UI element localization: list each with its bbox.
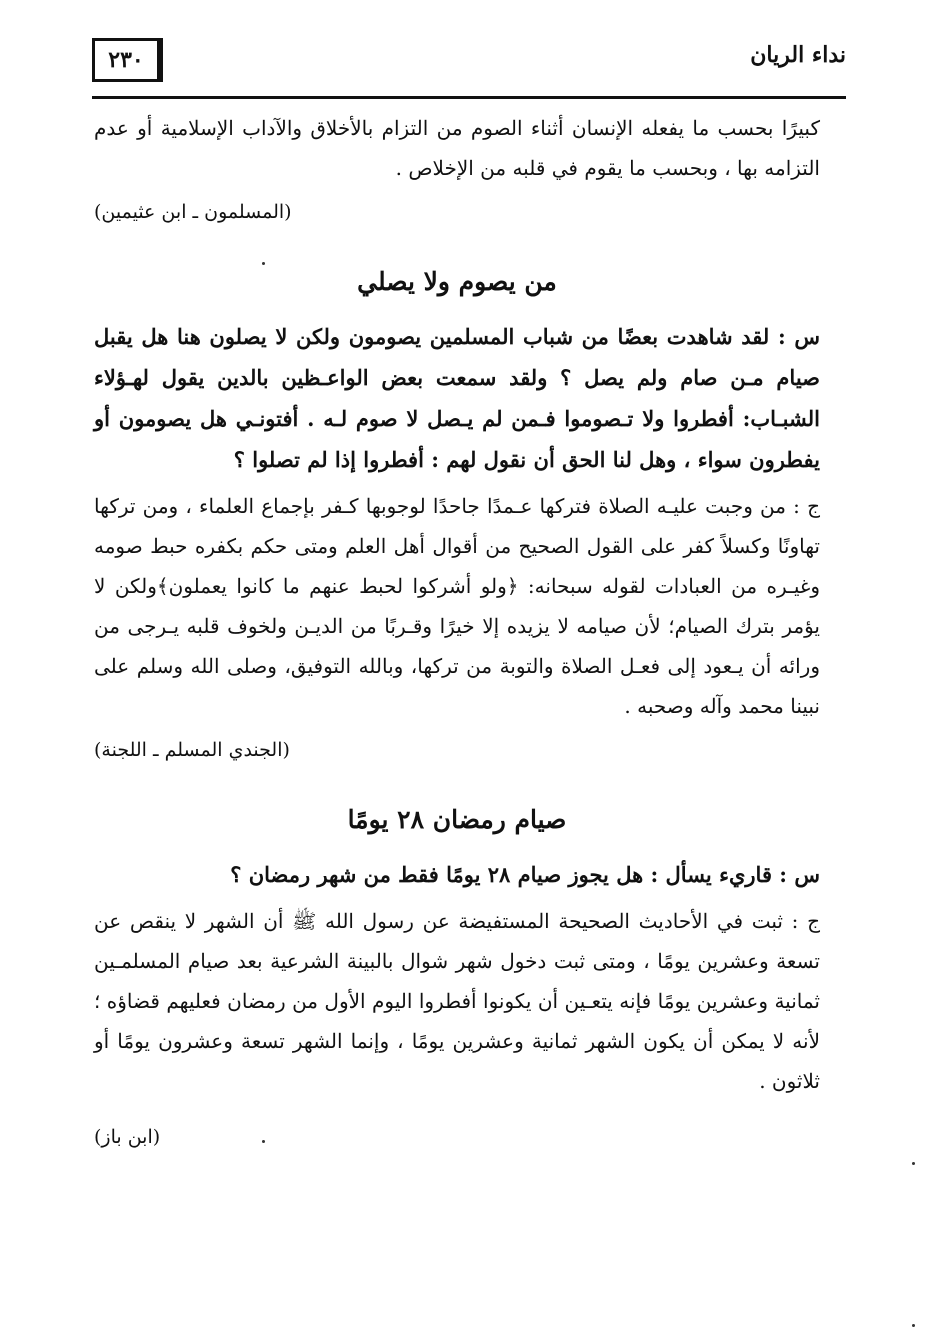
- answer-paragraph: ج : ثبت في الأحاديث الصحيحة المستفيضة عن رسول الله ﷺ أن الشهر لا ينقص عن تسعة وعشرين يومًا ، ومتى ثبت دخول شهر شوال بالبينة الشرعية بعد صيام المسلمـين ثمانية وعشرين يومًا فإنه يتعـين أن يكونوا أفطروا اليوم الأول من رمضان فعليهم قضاؤه ؛ لأنه لا يمكن أن يكون الشهر ثمانية وعشرين يومًا ، وإنما الشهر تسعة وعشرون يومًا أو ثلاثون .: [94, 909, 820, 1093]
- question-paragraph: س : قاريء يسأل : هل يجوز صيام ٢٨ يومًا فقط من شهر رمضان ؟: [230, 862, 820, 887]
- question-paragraph: س : لقد شاهدت بعضًا من شباب المسلمين يصومون ولكن لا يصلون هنا هل يقبل صيام مـن صام ولم يصل ؟ ولقد سمعت بعض الواعـظين بالدين يقول لهـؤلاء الشبـاب: أفطروا ولا تـصوموا فـمن لم يـصل لا صوم لـه . أفتونـي هل يصومون أو يفطرون سواء ، وهل لنا الحق أن نقول لهم : أفطروا إذا لم تصلوا ؟: [94, 324, 820, 472]
- page-body: [94, 108, 820, 1155]
- running-title: نداء الريان: [750, 42, 846, 68]
- section-heading: صيام رمضان ٢٨ يومًا: [347, 805, 567, 834]
- header-divider: [92, 96, 846, 99]
- continued-paragraph: كبيرًا بحسب ما يفعله الإنسان أثناء الصوم من التزام بالأخلاق والآداب الإسلامية أو عدم التزامه بها ، وبحسب ما يقوم في قلبه من الإخلاص .: [94, 116, 820, 180]
- answer-paragraph: ج : من وجبت عليـه الصلاة فتركها عـمدًا جاحدًا لوجوبها كـفر بإجماع العلماء ، ومن تركها تهاونًا وكسلاً كفر على القول الصحيح من أقوال أهل العلم ومتى حكم بكفره حبط صومه وغيـره من العبادات لقوله سبحانه: ﴿ولو أشركوا لحبط عنهم ما كانوا يعملون﴾ولكن لا يؤمر بترك الصيام؛ لأن صيامه لا يزيده إلا خيرًا وقـربًا من الديـن ولخوف قلبه يـرجى من ورائه أن يـعود إلى فعـل الصلاة والتوبة من تركها، وبالله التوفيق، وصلى الله وسلم على نبينا محمد وآله وصحبه .: [94, 494, 820, 718]
- source-citation: (ابن باز): [94, 1126, 161, 1148]
- source-citation: (الجندي المسلم ـ اللجنة): [94, 739, 290, 761]
- source-citation: (المسلمون ـ ابن عثيمين): [94, 201, 292, 223]
- section-heading: من يصوم ولا يصلي: [357, 267, 557, 296]
- scan-speck: [912, 1162, 915, 1165]
- scan-speck: [912, 1324, 915, 1327]
- page-number: ٢٣٠: [92, 38, 160, 82]
- scan-speck: [262, 1140, 265, 1143]
- scan-speck: [262, 262, 265, 265]
- page-header: [92, 38, 846, 100]
